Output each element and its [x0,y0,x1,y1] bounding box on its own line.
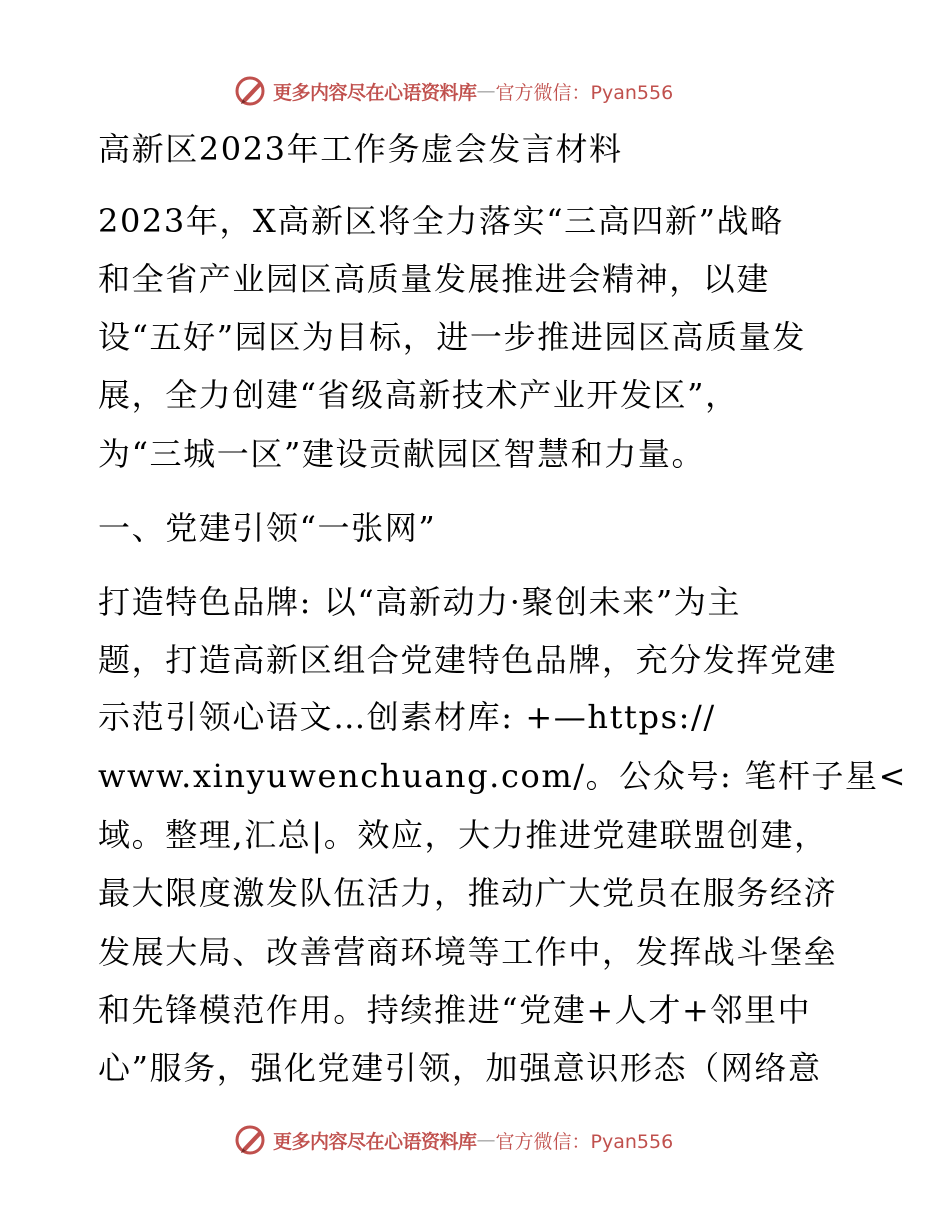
intro-line: 和全省产业园区高质量发展推进会精神，以建 [98,260,771,298]
section-heading: 一、党建引领“一张网” [98,509,437,547]
watermark-separator: — [476,1129,496,1151]
body-line: 和先锋模范作用。持续推进“党建+人才+邻里中 [98,991,812,1029]
pen-logo-icon [233,1122,269,1158]
body-line: 发展大局、改善营商环境等工作中，发挥战斗堡垒 [98,933,838,971]
intro-line: 设“五好”园区为目标，进一步推进园区高质量发 [98,318,806,356]
intro-line: 2023年，X高新区将全力落实“三高四新”战略 [98,202,784,240]
pen-logo-icon [233,73,269,109]
watermark-wechat: 官方微信：Pyan556 [495,81,674,104]
body-line: www.xinyuwenchuang.com/。公众号: 笔杆子星< [98,757,908,795]
intro-line: 为“三城一区”建设贡献园区智慧和力量。 [98,435,706,473]
body-line: 心”服务，强化党建引领，加强意识形态（网络意 [98,1049,822,1087]
intro-line: 展，全力创建“省级高新技术产业开发区”， [98,376,739,414]
watermark-header [233,72,673,110]
watermark-text: 更多内容尽在心语资料库 [273,1130,477,1153]
watermark-footer [233,1121,673,1159]
watermark-wechat: 官方微信：Pyan556 [495,1130,674,1153]
body-line: 题，打造高新区组合党建特色品牌，充分发挥党建 [98,641,838,679]
watermark-text: 更多内容尽在心语资料库 [273,81,477,104]
body-line: 打造特色品牌: 以“高新动力·聚创未来”为主 [98,583,742,621]
document-title: 高新区2023年工作务虚会发言材料 [98,130,623,168]
body-line: 最大限度激发队伍活力，推动广大党员在服务经济 [98,874,838,912]
body-line: 域。整理,汇总|。效应，大力推进党建联盟创建， [98,816,828,854]
body-line: 示范引领心语文…创素材库: +—https:// [98,698,716,736]
watermark-separator: — [476,80,496,102]
